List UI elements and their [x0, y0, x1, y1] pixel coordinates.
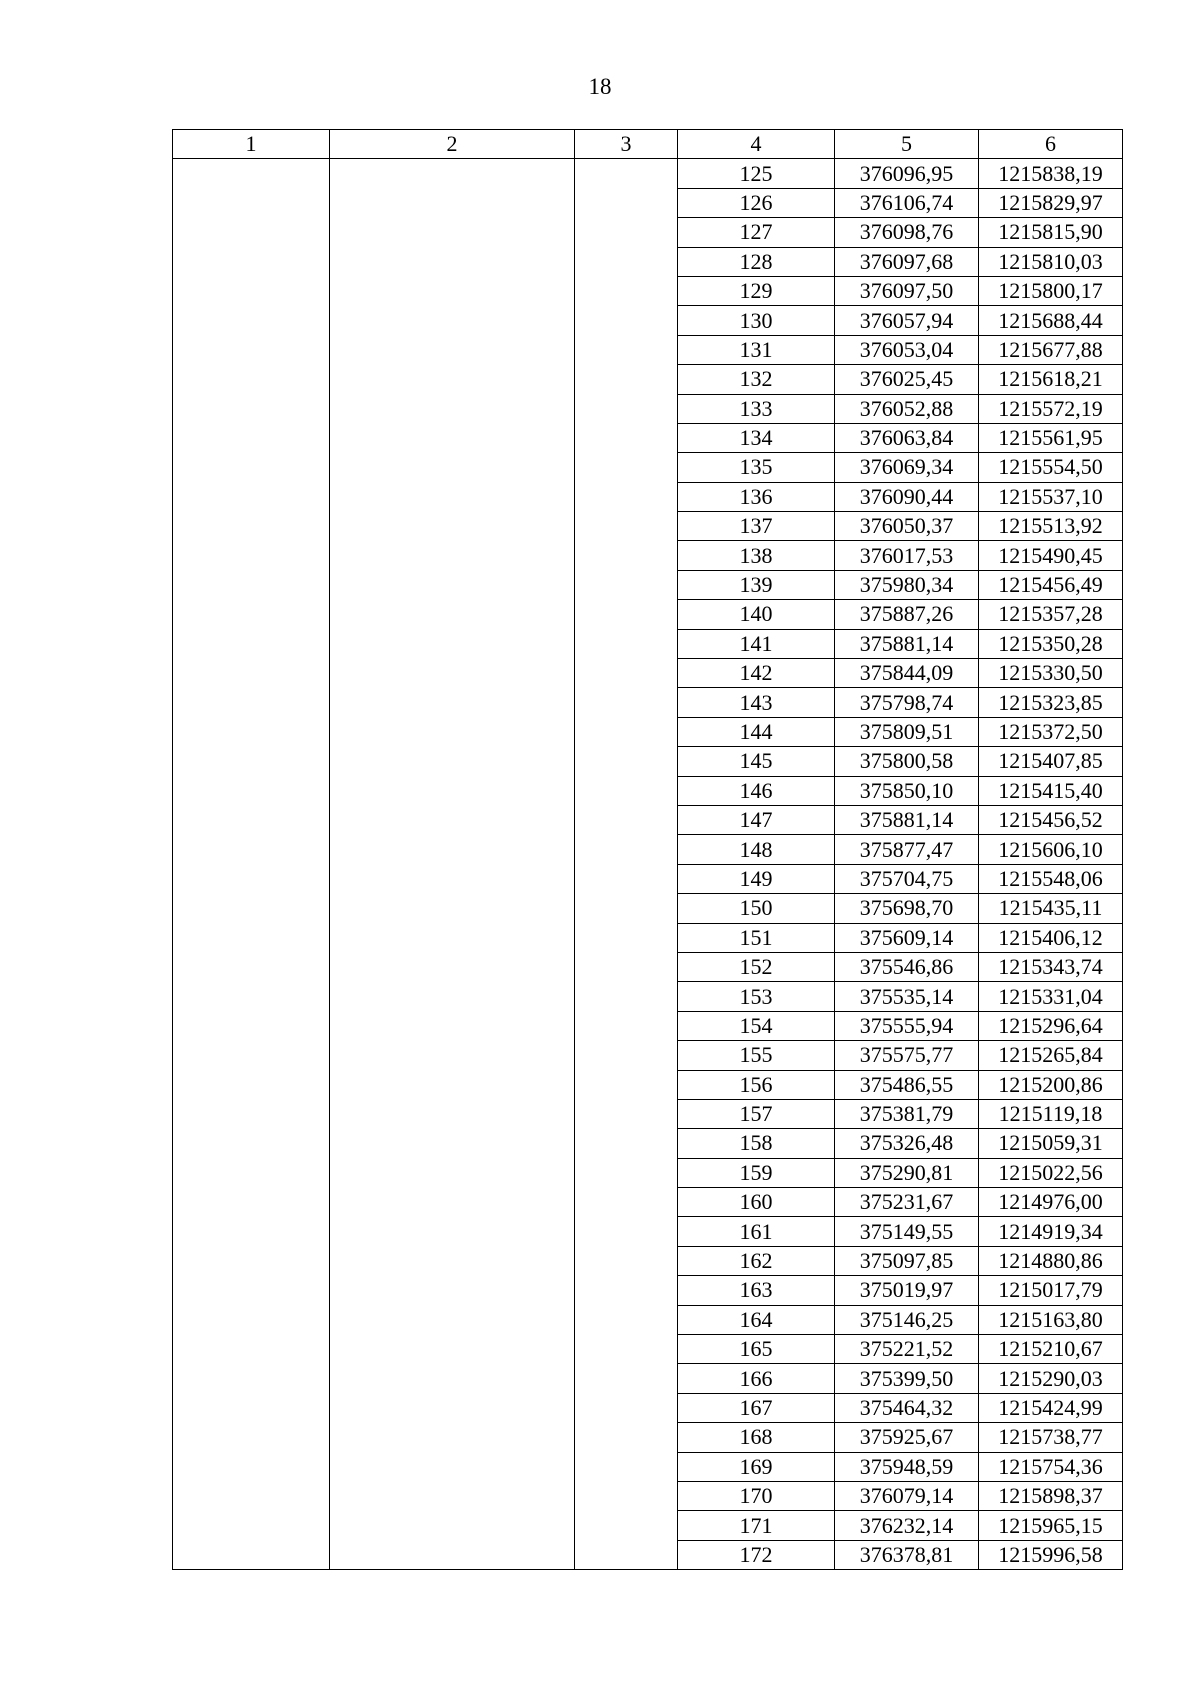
y-coordinate-cell: 1215059,31: [979, 1129, 1123, 1158]
x-coordinate-cell: 376097,68: [835, 247, 979, 276]
point-number-cell: 147: [678, 805, 835, 834]
point-number-cell: 142: [678, 659, 835, 688]
x-coordinate-cell: 376052,88: [835, 394, 979, 423]
x-coordinate-cell: 375948,59: [835, 1452, 979, 1481]
x-coordinate-cell: 375097,85: [835, 1246, 979, 1275]
point-number-cell: 135: [678, 453, 835, 482]
x-coordinate-cell: 375925,67: [835, 1423, 979, 1452]
merged-empty-cell-col-3: [575, 159, 678, 1570]
column-header-1: 1: [173, 130, 330, 159]
y-coordinate-cell: 1215898,37: [979, 1481, 1123, 1510]
x-coordinate-cell: 376097,50: [835, 276, 979, 305]
point-number-cell: 164: [678, 1305, 835, 1334]
y-coordinate-cell: 1215490,45: [979, 541, 1123, 570]
y-coordinate-cell: 1214880,86: [979, 1246, 1123, 1275]
x-coordinate-cell: 375326,48: [835, 1129, 979, 1158]
column-header-5: 5: [835, 130, 979, 159]
point-number-cell: 148: [678, 835, 835, 864]
point-number-cell: 170: [678, 1481, 835, 1510]
x-coordinate-cell: 375877,47: [835, 835, 979, 864]
point-number-cell: 160: [678, 1188, 835, 1217]
x-coordinate-cell: 375221,52: [835, 1335, 979, 1364]
y-coordinate-cell: 1215330,50: [979, 659, 1123, 688]
x-coordinate-cell: 375019,97: [835, 1276, 979, 1305]
point-number-cell: 156: [678, 1070, 835, 1099]
point-number-cell: 161: [678, 1217, 835, 1246]
y-coordinate-cell: 1215331,04: [979, 982, 1123, 1011]
x-coordinate-cell: 375555,94: [835, 1011, 979, 1040]
x-coordinate-cell: 375800,58: [835, 747, 979, 776]
x-coordinate-cell: 376090,44: [835, 482, 979, 511]
y-coordinate-cell: 1215738,77: [979, 1423, 1123, 1452]
x-coordinate-cell: 376378,81: [835, 1540, 979, 1569]
coordinates-table: [172, 129, 1123, 1570]
point-number-cell: 136: [678, 482, 835, 511]
point-number-cell: 168: [678, 1423, 835, 1452]
point-number-cell: 157: [678, 1099, 835, 1128]
table-row: [173, 159, 1123, 188]
x-coordinate-cell: 376057,94: [835, 306, 979, 335]
point-number-cell: 141: [678, 629, 835, 658]
point-number-cell: 146: [678, 776, 835, 805]
x-coordinate-cell: 375798,74: [835, 688, 979, 717]
y-coordinate-cell: 1215815,90: [979, 218, 1123, 247]
y-coordinate-cell: 1215323,85: [979, 688, 1123, 717]
point-number-cell: 129: [678, 276, 835, 305]
x-coordinate-cell: 376063,84: [835, 423, 979, 452]
y-coordinate-cell: 1215456,52: [979, 805, 1123, 834]
merged-empty-cell-col-1: [173, 159, 330, 1570]
x-coordinate-cell: 375486,55: [835, 1070, 979, 1099]
y-coordinate-cell: 1215372,50: [979, 717, 1123, 746]
y-coordinate-cell: 1215554,50: [979, 453, 1123, 482]
y-coordinate-cell: 1215810,03: [979, 247, 1123, 276]
y-coordinate-cell: 1215265,84: [979, 1041, 1123, 1070]
x-coordinate-cell: 375149,55: [835, 1217, 979, 1246]
point-number-cell: 152: [678, 952, 835, 981]
x-coordinate-cell: 375575,77: [835, 1041, 979, 1070]
point-number-cell: 149: [678, 864, 835, 893]
x-coordinate-cell: 376096,95: [835, 159, 979, 188]
x-coordinate-cell: 375546,86: [835, 952, 979, 981]
point-number-cell: 153: [678, 982, 835, 1011]
point-number-cell: 134: [678, 423, 835, 452]
x-coordinate-cell: 376050,37: [835, 512, 979, 541]
x-coordinate-cell: 375399,50: [835, 1364, 979, 1393]
y-coordinate-cell: 1215163,80: [979, 1305, 1123, 1334]
point-number-cell: 132: [678, 365, 835, 394]
x-coordinate-cell: 375609,14: [835, 923, 979, 952]
y-coordinate-cell: 1215800,17: [979, 276, 1123, 305]
point-number-cell: 151: [678, 923, 835, 952]
point-number-cell: 137: [678, 512, 835, 541]
point-number-cell: 144: [678, 717, 835, 746]
y-coordinate-cell: 1215200,86: [979, 1070, 1123, 1099]
x-coordinate-cell: 375146,25: [835, 1305, 979, 1334]
point-number-cell: 169: [678, 1452, 835, 1481]
point-number-cell: 143: [678, 688, 835, 717]
point-number-cell: 126: [678, 188, 835, 217]
x-coordinate-cell: 375881,14: [835, 805, 979, 834]
x-coordinate-cell: 375698,70: [835, 894, 979, 923]
y-coordinate-cell: 1215561,95: [979, 423, 1123, 452]
y-coordinate-cell: 1215415,40: [979, 776, 1123, 805]
point-number-cell: 162: [678, 1246, 835, 1275]
y-coordinate-cell: 1215022,56: [979, 1158, 1123, 1187]
point-number-cell: 167: [678, 1393, 835, 1422]
y-coordinate-cell: 1215606,10: [979, 835, 1123, 864]
x-coordinate-cell: 375535,14: [835, 982, 979, 1011]
y-coordinate-cell: 1215537,10: [979, 482, 1123, 511]
point-number-cell: 163: [678, 1276, 835, 1305]
x-coordinate-cell: 376098,76: [835, 218, 979, 247]
x-coordinate-cell: 375231,67: [835, 1188, 979, 1217]
y-coordinate-cell: 1214919,34: [979, 1217, 1123, 1246]
point-number-cell: 133: [678, 394, 835, 423]
x-coordinate-cell: 375704,75: [835, 864, 979, 893]
table-header: [173, 130, 1123, 159]
x-coordinate-cell: 376025,45: [835, 365, 979, 394]
y-coordinate-cell: 1215407,85: [979, 747, 1123, 776]
point-number-cell: 171: [678, 1511, 835, 1540]
y-coordinate-cell: 1215996,58: [979, 1540, 1123, 1569]
x-coordinate-cell: 375844,09: [835, 659, 979, 688]
point-number-cell: 166: [678, 1364, 835, 1393]
point-number-cell: 150: [678, 894, 835, 923]
point-number-cell: 139: [678, 570, 835, 599]
x-coordinate-cell: 376069,34: [835, 453, 979, 482]
column-header-6: 6: [979, 130, 1123, 159]
x-coordinate-cell: 375290,81: [835, 1158, 979, 1187]
point-number-cell: 138: [678, 541, 835, 570]
point-number-cell: 159: [678, 1158, 835, 1187]
column-header-4: 4: [678, 130, 835, 159]
y-coordinate-cell: 1215357,28: [979, 600, 1123, 629]
point-number-cell: 145: [678, 747, 835, 776]
y-coordinate-cell: 1215548,06: [979, 864, 1123, 893]
point-number-cell: 127: [678, 218, 835, 247]
y-coordinate-cell: 1215754,36: [979, 1452, 1123, 1481]
column-header-3: 3: [575, 130, 678, 159]
y-coordinate-cell: 1214976,00: [979, 1188, 1123, 1217]
y-coordinate-cell: 1215572,19: [979, 394, 1123, 423]
y-coordinate-cell: 1215618,21: [979, 365, 1123, 394]
y-coordinate-cell: 1215965,15: [979, 1511, 1123, 1540]
x-coordinate-cell: 375881,14: [835, 629, 979, 658]
y-coordinate-cell: 1215435,11: [979, 894, 1123, 923]
y-coordinate-cell: 1215350,28: [979, 629, 1123, 658]
header-row: [173, 130, 1123, 159]
x-coordinate-cell: 376232,14: [835, 1511, 979, 1540]
point-number-cell: 131: [678, 335, 835, 364]
merged-empty-cell-col-2: [330, 159, 575, 1570]
point-number-cell: 154: [678, 1011, 835, 1040]
x-coordinate-cell: 375381,79: [835, 1099, 979, 1128]
x-coordinate-cell: 376017,53: [835, 541, 979, 570]
y-coordinate-cell: 1215017,79: [979, 1276, 1123, 1305]
point-number-cell: 165: [678, 1335, 835, 1364]
y-coordinate-cell: 1215424,99: [979, 1393, 1123, 1422]
y-coordinate-cell: 1215838,19: [979, 159, 1123, 188]
x-coordinate-cell: 375809,51: [835, 717, 979, 746]
x-coordinate-cell: 375850,10: [835, 776, 979, 805]
y-coordinate-cell: 1215343,74: [979, 952, 1123, 981]
point-number-cell: 130: [678, 306, 835, 335]
table-body: [173, 159, 1123, 1570]
y-coordinate-cell: 1215677,88: [979, 335, 1123, 364]
x-coordinate-cell: 375464,32: [835, 1393, 979, 1422]
point-number-cell: 172: [678, 1540, 835, 1569]
point-number-cell: 158: [678, 1129, 835, 1158]
y-coordinate-cell: 1215406,12: [979, 923, 1123, 952]
x-coordinate-cell: 376106,74: [835, 188, 979, 217]
page-number: 18: [588, 74, 612, 99]
point-number-cell: 140: [678, 600, 835, 629]
y-coordinate-cell: 1215688,44: [979, 306, 1123, 335]
y-coordinate-cell: 1215513,92: [979, 512, 1123, 541]
x-coordinate-cell: 375887,26: [835, 600, 979, 629]
y-coordinate-cell: 1215210,67: [979, 1335, 1123, 1364]
point-number-cell: 125: [678, 159, 835, 188]
x-coordinate-cell: 376079,14: [835, 1481, 979, 1510]
y-coordinate-cell: 1215296,64: [979, 1011, 1123, 1040]
y-coordinate-cell: 1215119,18: [979, 1099, 1123, 1128]
column-header-2: 2: [330, 130, 575, 159]
y-coordinate-cell: 1215290,03: [979, 1364, 1123, 1393]
x-coordinate-cell: 375980,34: [835, 570, 979, 599]
point-number-cell: 155: [678, 1041, 835, 1070]
y-coordinate-cell: 1215829,97: [979, 188, 1123, 217]
x-coordinate-cell: 376053,04: [835, 335, 979, 364]
point-number-cell: 128: [678, 247, 835, 276]
y-coordinate-cell: 1215456,49: [979, 570, 1123, 599]
